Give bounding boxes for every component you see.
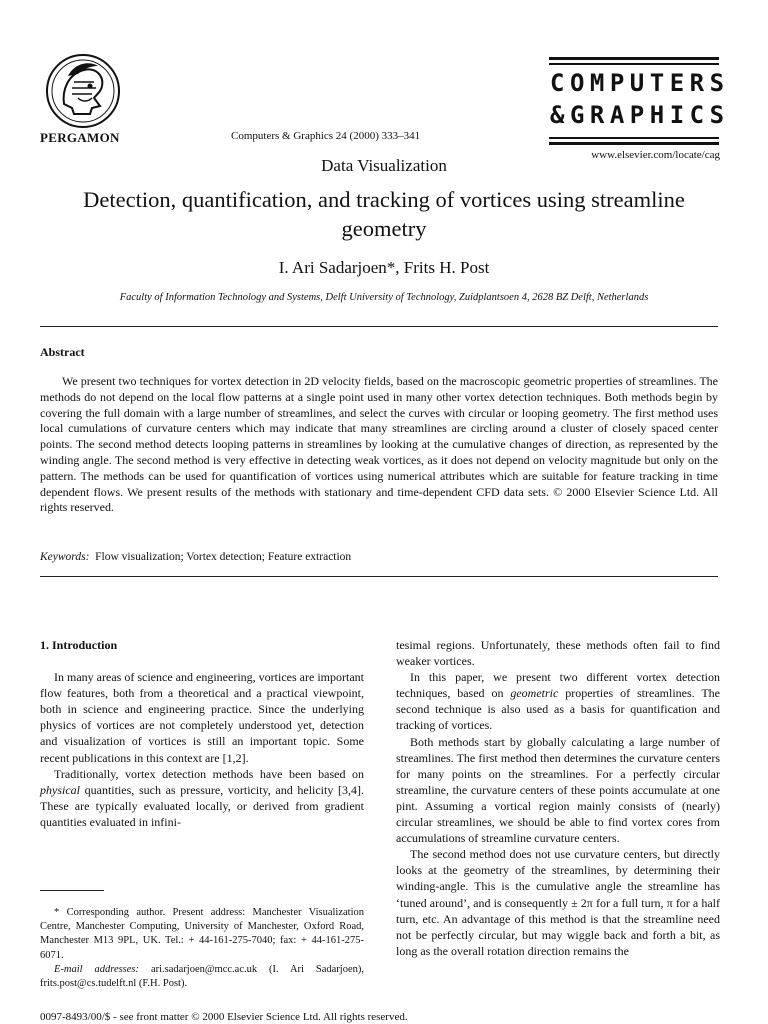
paragraph: In many areas of science and engineering, vortices are important flow features, both from a theoretical and a practical viewpoint, both in science and engineering practice. Since the underlying physics of vortices are not completely understood yet, detection and visualization of vortices is still an important topic. Some recent publications in this context are [1,2]. bbox=[40, 670, 364, 765]
paragraph: In this paper, we present two different vortex detection techniques, based on geometric properties of streamlines. The second technique is also used as a basis for quantification and tracking of vortices. bbox=[396, 670, 720, 733]
paragraph: The second method does not use curvature centers, but directly looks at the geometry of the streamlines, by determining their winding-angle. This is the cumulative angle the streamline has ‘tuned around’, and is consequently ± 2π for a full turn, π for a half turn, etc. An advantage of this method is that the streamline need not be perfectly circular, but may wiggle back and forth a bit, as long as the overall rotation direction remains the bbox=[396, 847, 720, 958]
section-label: Data Visualization bbox=[321, 156, 447, 175]
brand-rule bbox=[549, 142, 719, 145]
journal-reference: Computers & Graphics 24 (2000) 333–341 bbox=[231, 130, 421, 142]
brand-rule bbox=[549, 63, 719, 65]
author-affiliation: Faculty of Information Technology and Systems, Delft University of Technology, Zuidplantsoen 4, 2628 BZ Delft, Netherlands bbox=[119, 292, 649, 303]
email-addresses[interactable]: ari.sadarjoen@mcc.ac.uk (I. Ari Sadarjoen), frits.post@cs.tudelft.nl (F.H. Post). bbox=[40, 963, 364, 990]
paragraph: tesimal regions. Unfortunately, these methods often fail to find weaker vortices. bbox=[396, 638, 720, 669]
copyright-line: 0097-8493/00/$ - see front matter © 2000 Elsevier Science Ltd. All rights reserved. bbox=[40, 1011, 408, 1023]
article-title: Detection, quantification, and tracking of vortices using streamline geometry bbox=[83, 187, 685, 241]
left-column bbox=[40, 637, 364, 830]
paragraph: Both methods start by globally calculating a large number of streamlines. The first method then determines the curvature centers for many points on the streamlines. For a perfectly circular streamline, the curvature centers of these points accumulate at one pint. Assuming a vortical region mainly consists of (nearly) circular streamlines, we should be able to find vortex cores from accumulations of streamline curvature centers. bbox=[396, 734, 720, 846]
article-authors: I. Ari Sadarjoen*, Frits H. Post bbox=[278, 258, 490, 277]
journal-url-link[interactable]: www.elsevier.com/locate/cag bbox=[591, 149, 720, 161]
publisher-name: PERGAMON bbox=[40, 130, 120, 145]
abstract-heading: Abstract bbox=[40, 345, 85, 359]
right-column bbox=[396, 637, 720, 959]
footnote-rule bbox=[40, 890, 104, 891]
divider bbox=[40, 576, 718, 577]
keywords-list: Flow visualization; Vortex detection; Feature extraction bbox=[95, 551, 352, 563]
email-label: E-mail addresses: bbox=[54, 963, 140, 975]
brand-rule bbox=[549, 57, 719, 60]
journal-brand-line2: &GRAPHICS bbox=[550, 101, 730, 129]
footnote bbox=[40, 906, 364, 991]
keywords bbox=[40, 551, 351, 563]
pergamon-helmet-logo-icon bbox=[44, 52, 122, 130]
introduction-heading: 1. Introduction bbox=[40, 638, 118, 652]
corresponding-author-note: * Corresponding author. Present address: Manchester Visualization Centre, Manchester Computing, University of Manchester, Oxford Road, Manchester M13 9PL, UK. Tel.: + 44-161-275-7040; fax: + 44-161-275-6071. bbox=[40, 907, 364, 961]
divider bbox=[40, 326, 718, 327]
keywords-label: Keywords: bbox=[40, 551, 90, 563]
brand-rule bbox=[549, 137, 719, 139]
abstract-text: We present two techniques for vortex detection in 2D velocity fields, based on the macroscopic geometric properties of streamlines. The methods do not depend on the local flow patterns at a single point used in many other vortex detection techniques. Both methods begin by covering the full domain with a large number of streamlines, and select the curves with circular or looping geometry. The first method uses local cumulations of curvature centers which may indicate that many streamlines are circling around a cluster of closely spaced center points. The second method detects looping patterns in streamlines by looking at the cumulative changes of direction, as represented by the winding angle. The second method is very effective in detecting weak vortices, as it does not depend on velocity magnitude but only on the pattern. The methods can be used for quantification of vortices using numerical attributes which are suitable for feature tracking in time dependent flows. We present results of the methods with stationary and time-dependent CFD data sets. © 2000 Elsevier Science Ltd. All rights reserved. bbox=[40, 374, 718, 515]
email-note bbox=[40, 963, 364, 991]
paragraph: Traditionally, vortex detection methods have been based on physical quantities, such as pressure, vorticity, and helicity [3,4]. These are typically evaluated locally, or derived from gradient quantities evaluated in infini- bbox=[40, 766, 364, 829]
journal-brand-line1: COMPUTERS bbox=[550, 69, 730, 97]
